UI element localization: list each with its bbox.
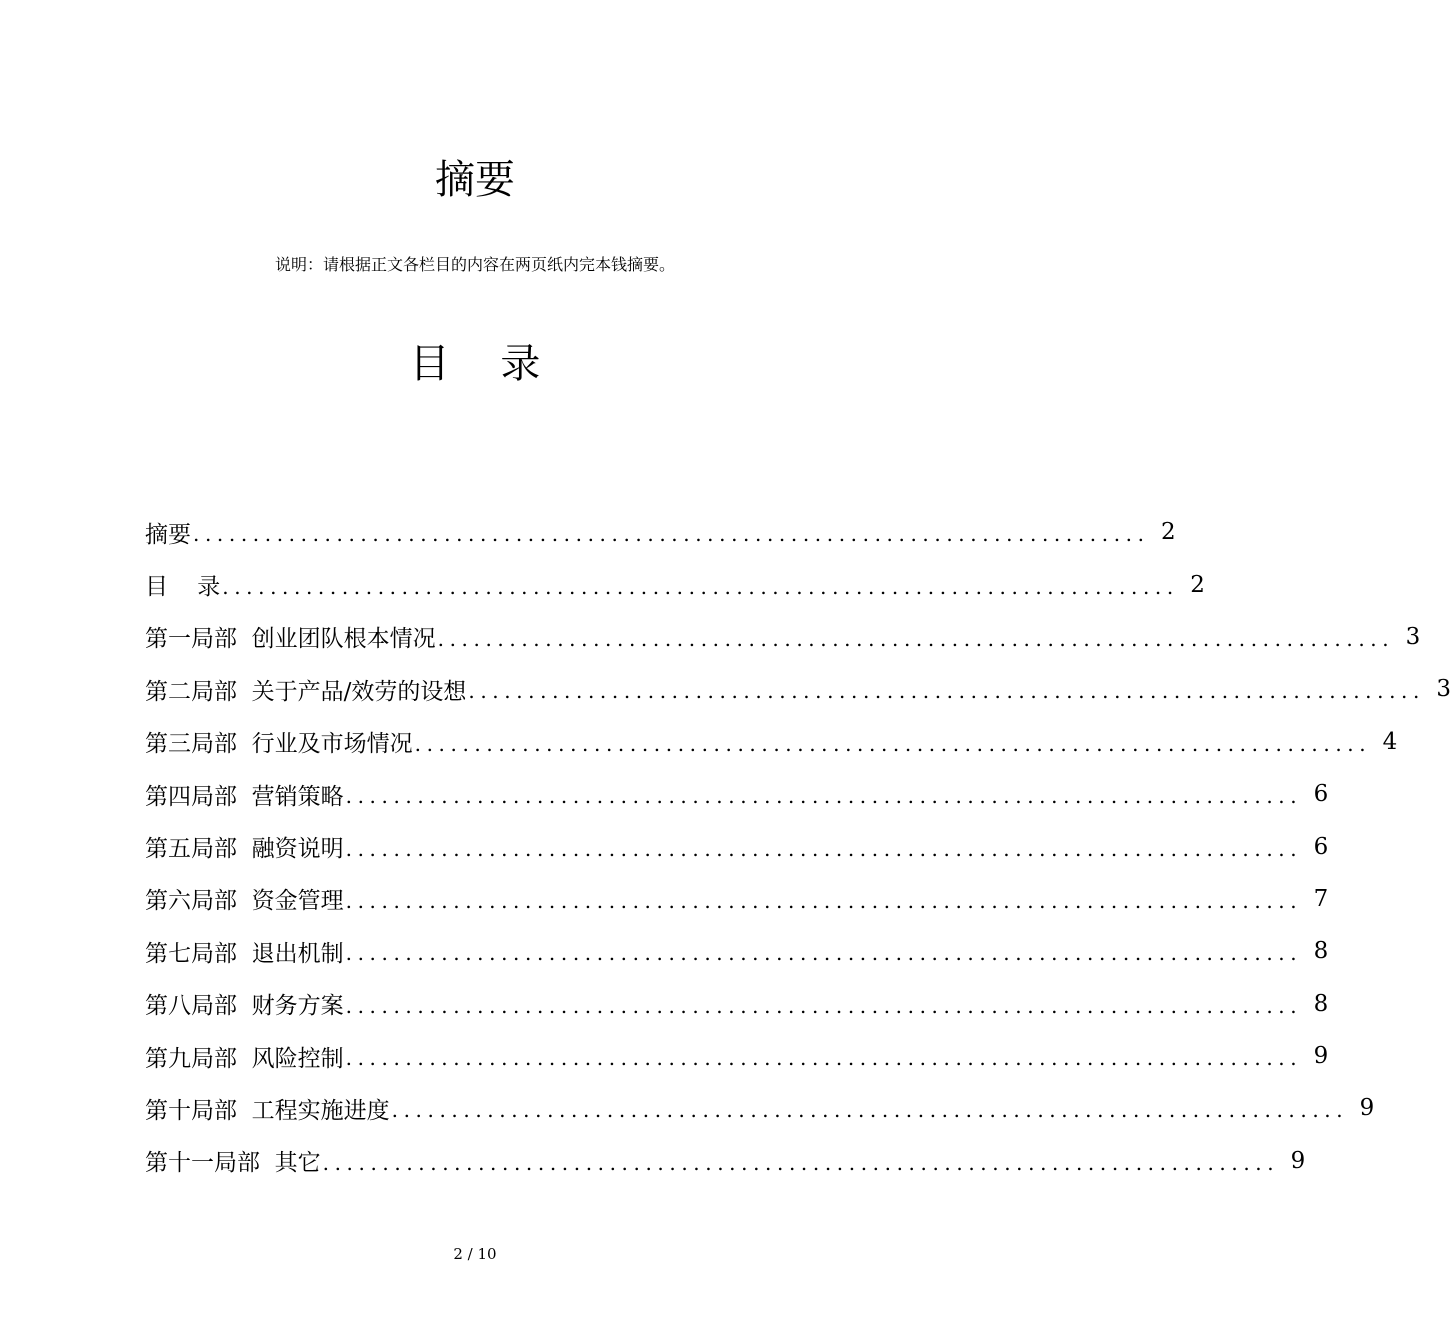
toc-entry-abstract[interactable] xyxy=(145,506,1176,558)
toc-list xyxy=(145,506,1451,1187)
toc-entry-part-6[interactable] xyxy=(145,873,1329,925)
abstract-note: 说明：请根据正文各栏目的内容在两页纸内完本钱摘要。 xyxy=(274,255,675,274)
toc-entry-label: 第八局部 财务方案 xyxy=(145,993,344,1020)
toc-entry-part-9[interactable] xyxy=(145,1030,1329,1082)
toc-entry-part-8[interactable] xyxy=(145,978,1329,1030)
toc-entry-page: 9 xyxy=(1313,1043,1329,1070)
toc-entry-label: 摘要 xyxy=(145,521,191,548)
toc-leader-dots: ................................................................................ xyxy=(345,836,1303,861)
toc-leader-dots: ................................................................................ xyxy=(437,626,1395,651)
toc-entry-page: 6 xyxy=(1313,833,1329,860)
toc-leader-dots: ................................................................................ xyxy=(345,784,1303,809)
toc-leader-dots: ................................................................................ xyxy=(322,1150,1280,1175)
toc-entry-page: 6 xyxy=(1313,781,1329,808)
toc-entry-label: 第三局部 行业及市场情况 xyxy=(145,731,413,758)
toc-entry-label: 第十一局部 其它 xyxy=(145,1150,321,1177)
toc-entry-label: 第九局部 风险控制 xyxy=(145,1045,344,1072)
page-number-footer: 2 / 10 xyxy=(453,1245,497,1263)
toc-entry-part-4[interactable] xyxy=(145,768,1329,820)
toc-leader-dots: ................................................................................ xyxy=(345,941,1303,966)
toc-title: 目 录 xyxy=(409,341,541,387)
toc-entry-part-7[interactable] xyxy=(145,925,1329,977)
toc-entry-label: 第六局部 资金管理 xyxy=(145,888,344,915)
toc-entry-part-10[interactable] xyxy=(145,1082,1375,1134)
toc-entry-label: 第四局部 营销策略 xyxy=(145,783,344,810)
toc-entry-label: 第十局部 工程实施进度 xyxy=(145,1097,390,1124)
toc-entry-page: 2 xyxy=(1190,571,1205,598)
toc-entry-page: 3 xyxy=(1405,623,1421,650)
toc-leader-dots: ................................................................................ xyxy=(414,731,1372,756)
toc-leader-dots: ................................................................................ xyxy=(222,574,1179,599)
toc-entry-page: 3 xyxy=(1436,676,1451,703)
toc-entry-part-11[interactable] xyxy=(145,1135,1306,1187)
toc-leader-dots: ................................................................................ xyxy=(468,679,1425,704)
toc-entry-page: 4 xyxy=(1382,728,1398,755)
toc-entry-label: 目 录 xyxy=(145,574,221,601)
toc-entry-label: 第一局部 创业团队根本情况 xyxy=(145,626,436,653)
toc-leader-dots: ................................................................................ xyxy=(193,522,1150,547)
toc-entry-label: 第五局部 融资说明 xyxy=(145,836,344,863)
toc-entry-part-2[interactable] xyxy=(145,663,1451,715)
toc-leader-dots: ................................................................................ xyxy=(345,888,1303,913)
toc-entry-page: 8 xyxy=(1313,990,1329,1017)
toc-leader-dots: ................................................................................ xyxy=(391,1098,1349,1123)
toc-entry-part-5[interactable] xyxy=(145,820,1329,872)
toc-entry-page: 7 xyxy=(1313,885,1329,912)
toc-entry-page: 8 xyxy=(1313,938,1329,965)
toc-leader-dots: ................................................................................ xyxy=(345,1046,1303,1071)
toc-entry-label: 第七局部 退出机制 xyxy=(145,940,344,967)
toc-entry-page: 9 xyxy=(1359,1095,1375,1122)
abstract-title: 摘要 xyxy=(435,157,515,203)
toc-entry-page: 2 xyxy=(1160,519,1176,546)
toc-entry-page: 9 xyxy=(1290,1147,1306,1174)
toc-entry-part-1[interactable] xyxy=(145,611,1421,663)
toc-entry-label: 第二局部 关于产品/效劳的设想 xyxy=(145,678,467,705)
toc-leader-dots: ................................................................................ xyxy=(345,993,1303,1018)
toc-entry-contents[interactable] xyxy=(145,558,1205,610)
toc-entry-part-3[interactable] xyxy=(145,716,1398,768)
